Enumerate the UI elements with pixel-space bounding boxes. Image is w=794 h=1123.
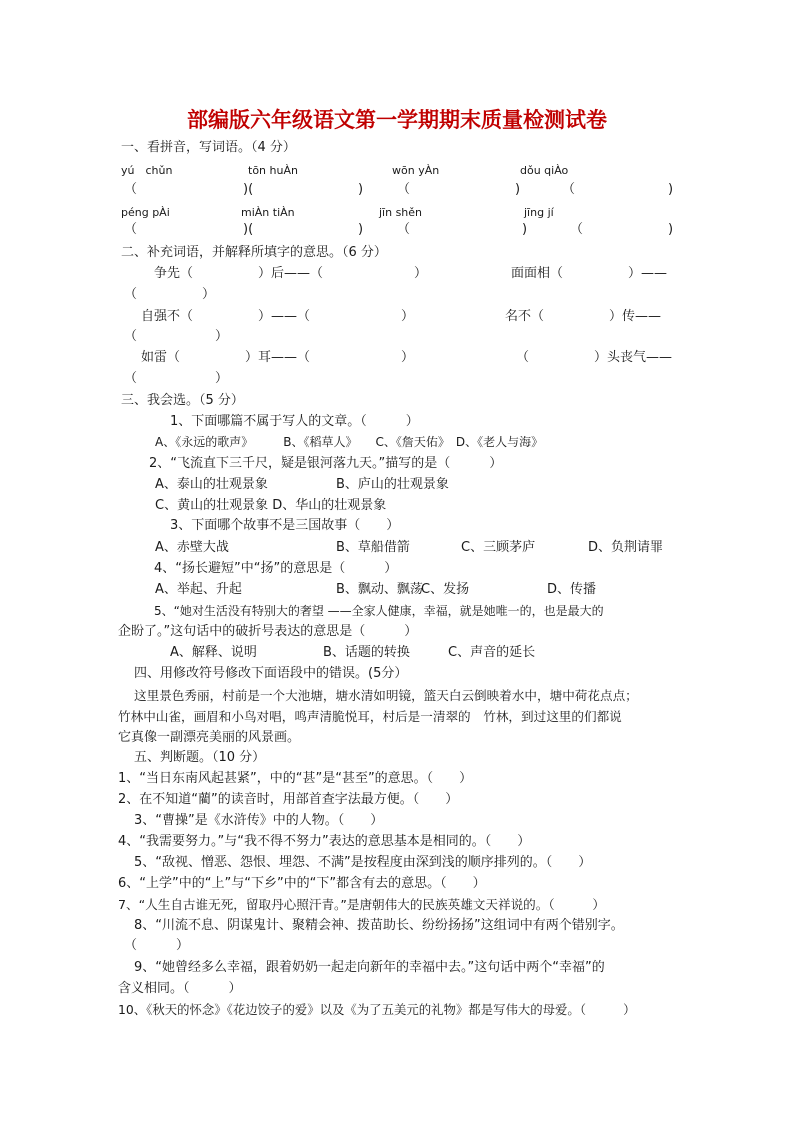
fill-line: 如雷（ ）耳——（ ） (141, 350, 415, 365)
judge-item: 含义相同。（ ） (118, 981, 242, 996)
pinyin-item: wōn yÀn (392, 164, 440, 177)
option: A、泰山的壮观景象 (155, 477, 268, 492)
pinyin-item: dǒu qiÀo (520, 164, 569, 177)
option: D、传播 (547, 582, 597, 597)
option: C、黄山的壮观景象 D、华山的壮观景象 (155, 498, 387, 513)
paragraph-line: 它真像一副漂亮美丽的风景画。 (118, 730, 301, 745)
option: D、负荆请罪 (588, 540, 664, 555)
question: 5、“她对生活没有特别大的奢望 ——全家人健康，幸福，就是她唯一的，也是最大的 (154, 604, 604, 618)
judge-item: 1、“当日东南风起甚紧”，中的“甚”是“甚至”的意思。（ ） (118, 771, 473, 786)
option: B、庐山的壮观景象 (336, 477, 449, 492)
option: C、声音的延长 (448, 645, 536, 660)
judge-item: 8、“川流不息、阴谋鬼计、聚精会神、拨苗助长、纷纷扬扬”这组词中有两个错别字。 (134, 918, 624, 933)
fill-line: （ ）头丧气—— (516, 350, 673, 365)
paragraph-line: 竹林中山雀，画眉和小鸟对唱，鸣声清脆悦耳，村后是一清翠的 竹林，到过这里的们都说 (118, 709, 622, 724)
answer-paren: （ (570, 222, 584, 237)
answer-paren: )( (243, 222, 254, 237)
answer-paren: ) (522, 222, 528, 237)
paragraph-line: 这里景色秀丽，村前是一个大池塘，塘水清如明镜，篮天白云倒映着水中，塘中荷花点点； (134, 688, 638, 703)
section5-heading: 五、判断题。（10 分） (134, 750, 266, 765)
option: B、飘动、飘荡 (336, 582, 423, 597)
judge-item: 6、“上学”中的“上”与“下乡”中的“下”都含有去的意思。（ ） (118, 876, 486, 891)
answer-paren: ) (358, 182, 364, 197)
fill-line: （ ） (124, 329, 229, 344)
fill-line: 争先（ ）后——（ ） (154, 266, 428, 281)
pinyin-item: jīn shěn (379, 206, 423, 219)
judge-item: （ ） (124, 938, 190, 953)
answer-paren: （ (562, 182, 576, 197)
judge-item: 2、在不知道“藺”的读音时，用部首查字法最方便。（ ） (118, 792, 459, 807)
section2-heading: 二、补充词语，并解释所填字的意思。（6 分） (121, 245, 387, 260)
answer-paren: （ (397, 182, 411, 197)
fill-line: （ ） (124, 371, 229, 386)
answer-paren: （ (124, 182, 138, 197)
judge-item: 10、《秋天的怀念》《花边饺子的爱》以及《为了五美元的礼物》都是写伟大的母爱。（ ） (118, 1002, 636, 1017)
option: C、发扬 (421, 582, 470, 597)
answer-paren: )( (243, 182, 254, 197)
judge-item: 4、“我需要努力。”与“我不得不努力”表达的意思基本是相同的。（ ） (118, 834, 531, 849)
fill-line: 面面相（ ）—— (511, 266, 668, 281)
pinyin-item: tōn huÀn (248, 164, 298, 177)
fill-line: 名不（ ）传—— (505, 309, 662, 324)
judge-item: 5、“敌视、憎恶、怨恨、埋怨、不满”是按程度由深到浅的顺序排列的。（ ） (134, 855, 592, 870)
section4-heading: 四、用修改符号修改下面语段中的错误。(5分） (134, 666, 408, 681)
question: 2、“飞流直下三千尺，疑是银河落九天。”描写的是（ ） (149, 456, 503, 471)
section1-heading: 一、看拼音，写词语。（4 分） (121, 140, 296, 155)
pinyin-item: yú chǔn (121, 164, 173, 177)
answer-paren: （ (124, 222, 138, 237)
option: B、话题的转换 (323, 645, 410, 660)
fill-line: 自强不（ ）——（ ） (141, 309, 415, 324)
options-line: A、《永远的歌声》 B、《稻草人》 C、《詹天佑》 D、《老人与海》 (155, 435, 544, 449)
option: A、赤壁大战 (155, 540, 229, 555)
answer-paren: ) (515, 182, 521, 197)
page-title: 部编版六年级语文第一学期期末质量检测试卷 (187, 107, 607, 132)
answer-paren: ) (668, 182, 674, 197)
question: 1、下面哪篇不属于写人的文章。（ ） (170, 414, 419, 429)
pinyin-item: miÀn tiÀn (241, 206, 295, 219)
question: 企盼了。”这句话中的破折号表达的意思是（ ） (118, 624, 418, 639)
option: A、举起、升起 (155, 582, 242, 597)
option: C、三顾茅庐 (461, 540, 536, 555)
fill-line: （ ） (124, 287, 216, 302)
option: A、解释、说明 (170, 645, 257, 660)
question: 4、“扬长避短”中“扬”的意思是（ ） (154, 561, 398, 576)
answer-paren: ) (358, 222, 364, 237)
option: B、草船借箭 (336, 540, 410, 555)
pinyin-item: jīng jí (524, 206, 554, 219)
answer-paren: ) (668, 222, 674, 237)
judge-item: 3、“曹操”是《水浒传》中的人物。（ ） (134, 813, 384, 828)
judge-item: 7、“人生自古谁无死，留取丹心照汗青。”是唐朝伟大的民族英雄文天祥说的。（ ） (118, 897, 606, 912)
section3-heading: 三、我会选。（5 分） (121, 393, 244, 408)
judge-item: 9、“她曾经多么幸福，跟着奶奶一起走向新年的幸福中去。”这句话中两个“幸福”的 (134, 960, 605, 975)
answer-paren: （ (397, 222, 411, 237)
pinyin-item: péng pÀi (121, 206, 170, 219)
question: 3、下面哪个故事不是三国故事（ ） (170, 518, 400, 533)
